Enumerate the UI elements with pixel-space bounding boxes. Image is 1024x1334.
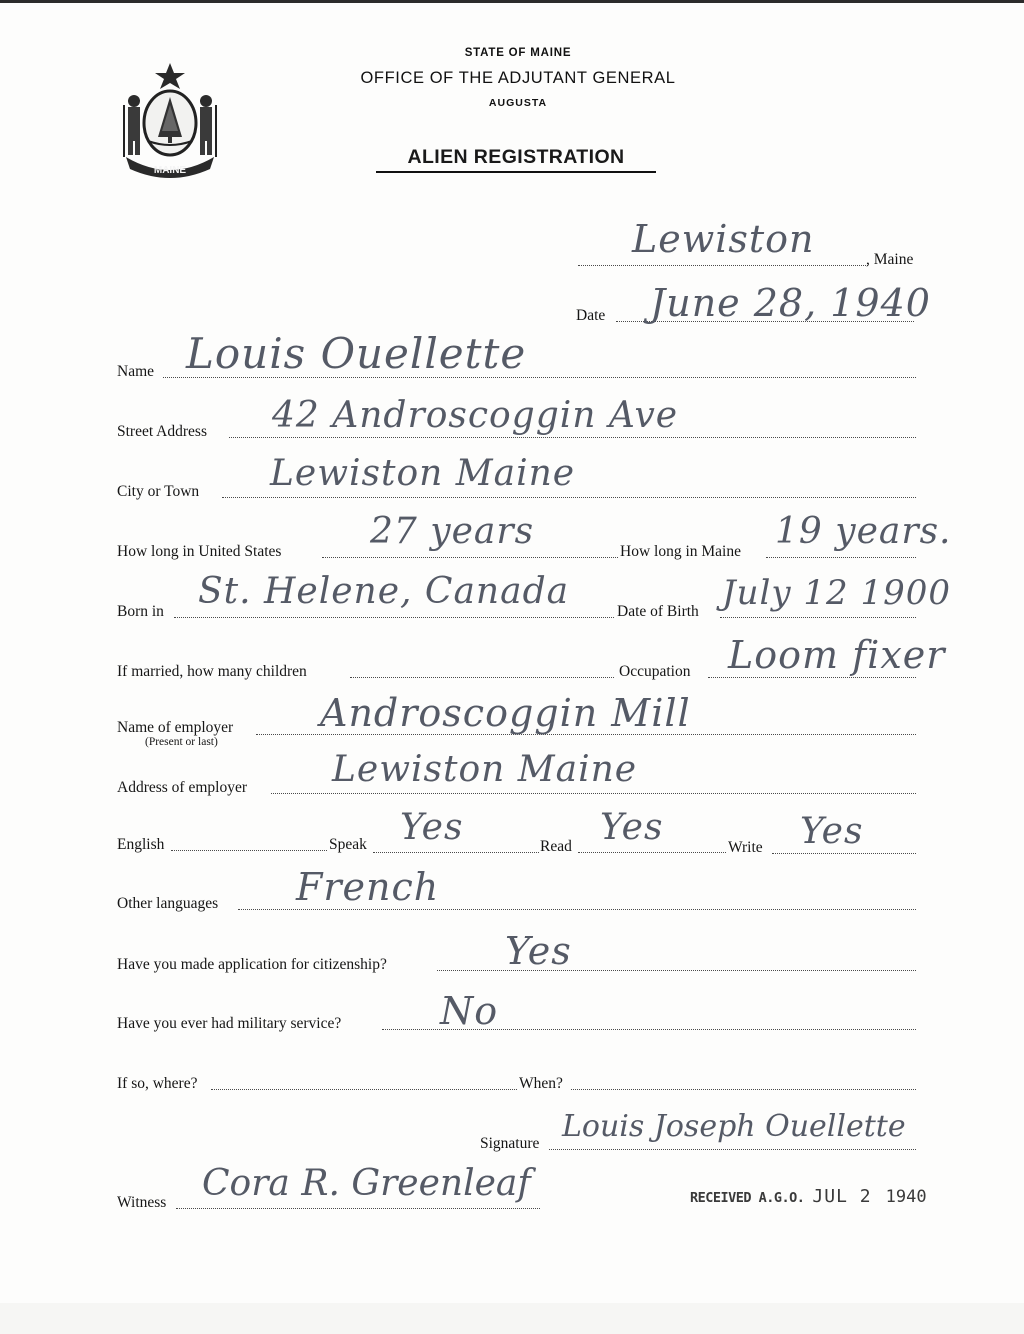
employer-address-label: Address of employer	[117, 779, 247, 796]
stamp-year: 1940	[885, 1187, 927, 1207]
place-maine-label: , Maine	[866, 251, 914, 268]
signature-value: Louis Joseph Ouellette	[562, 1109, 906, 1144]
city-value: Lewiston Maine	[270, 453, 576, 494]
date-value: June 28, 1940	[650, 281, 931, 325]
how-long-us-value: 27 years	[370, 511, 535, 552]
speak-label: Speak	[329, 836, 367, 853]
born-in-label: Born in	[117, 603, 164, 620]
write-label: Write	[728, 839, 763, 856]
if-so-where-line	[211, 1089, 517, 1090]
how-long-maine-line	[766, 557, 916, 558]
date-of-birth-value: July 12 1900	[722, 573, 952, 613]
married-children-line	[350, 677, 614, 678]
street-address-line	[229, 437, 916, 438]
employer-label: Name of employer	[117, 719, 234, 736]
speak-value: Yes	[400, 807, 464, 848]
employer-address-line	[271, 793, 916, 794]
how-long-us-label: How long in United States	[117, 543, 282, 560]
occupation-line	[708, 677, 916, 678]
date-of-birth-label: Date of Birth	[617, 603, 699, 620]
street-address-label: Street Address	[117, 423, 207, 440]
employer-address-value: Lewiston Maine	[332, 749, 638, 790]
occupation-label: Occupation	[619, 663, 691, 680]
other-languages-value: French	[296, 865, 440, 909]
name-label: Name	[117, 363, 155, 380]
witness-value: Cora R. Greenleaf	[202, 1163, 531, 1204]
other-languages-label: Other languages	[117, 895, 219, 912]
signature-line	[549, 1149, 916, 1150]
header-city: AUGUSTA	[488, 97, 548, 109]
english-line	[171, 850, 327, 851]
read-line	[578, 852, 726, 853]
witness-line	[176, 1208, 540, 1209]
header-state: STATE OF MAINE	[464, 47, 572, 59]
military-service-value: No	[440, 989, 499, 1033]
city-label: City or Town	[117, 483, 200, 500]
english-label: English	[117, 836, 165, 853]
date-label: Date	[576, 307, 606, 324]
how-long-us-line	[322, 557, 618, 558]
city-line	[222, 497, 916, 498]
how-long-maine-value: 19 years.	[775, 511, 952, 552]
write-value: Yes	[800, 811, 864, 852]
form-title: ALIEN REGISTRATION	[376, 146, 656, 173]
citizenship-value: Yes	[505, 929, 572, 973]
place-value: Lewiston	[632, 217, 815, 261]
married-children-label: If married, how many children	[117, 663, 307, 680]
when-line	[571, 1089, 916, 1090]
write-line	[772, 853, 916, 854]
signature-label: Signature	[480, 1135, 540, 1152]
header-office: OFFICE OF THE ADJUTANT GENERAL	[360, 69, 676, 87]
read-label: Read	[540, 838, 572, 855]
how-long-maine-label: How long in Maine	[620, 543, 741, 560]
place-line	[578, 265, 868, 266]
stamp-date: JUL 2	[812, 1186, 872, 1207]
witness-label: Witness	[117, 1194, 167, 1211]
other-languages-line	[238, 909, 916, 910]
name-value: Louis Ouellette	[186, 329, 527, 378]
employer-value: Androscoggin Mill	[320, 691, 691, 735]
born-in-value: St. Helene, Canada	[198, 571, 570, 612]
date-of-birth-line	[720, 617, 916, 618]
read-value: Yes	[600, 807, 664, 848]
when-label: When?	[519, 1075, 563, 1092]
seal-banner-text: MAINE	[153, 165, 187, 176]
scan-margin	[0, 1303, 1024, 1334]
received-stamp	[690, 1186, 927, 1207]
occupation-value: Loom fixer	[728, 633, 946, 677]
stamp-received-text: RECEIVED A.G.O.	[690, 1190, 805, 1206]
born-in-line	[174, 617, 614, 618]
speak-line	[373, 852, 539, 853]
employer-sub-label: (Present or last)	[145, 736, 218, 748]
if-so-where-label: If so, where?	[117, 1075, 198, 1092]
military-service-label: Have you ever had military service?	[117, 1015, 342, 1032]
citizenship-label: Have you made application for citizenship?	[117, 956, 387, 973]
street-address-value: 42 Androscoggin Ave	[272, 395, 679, 436]
